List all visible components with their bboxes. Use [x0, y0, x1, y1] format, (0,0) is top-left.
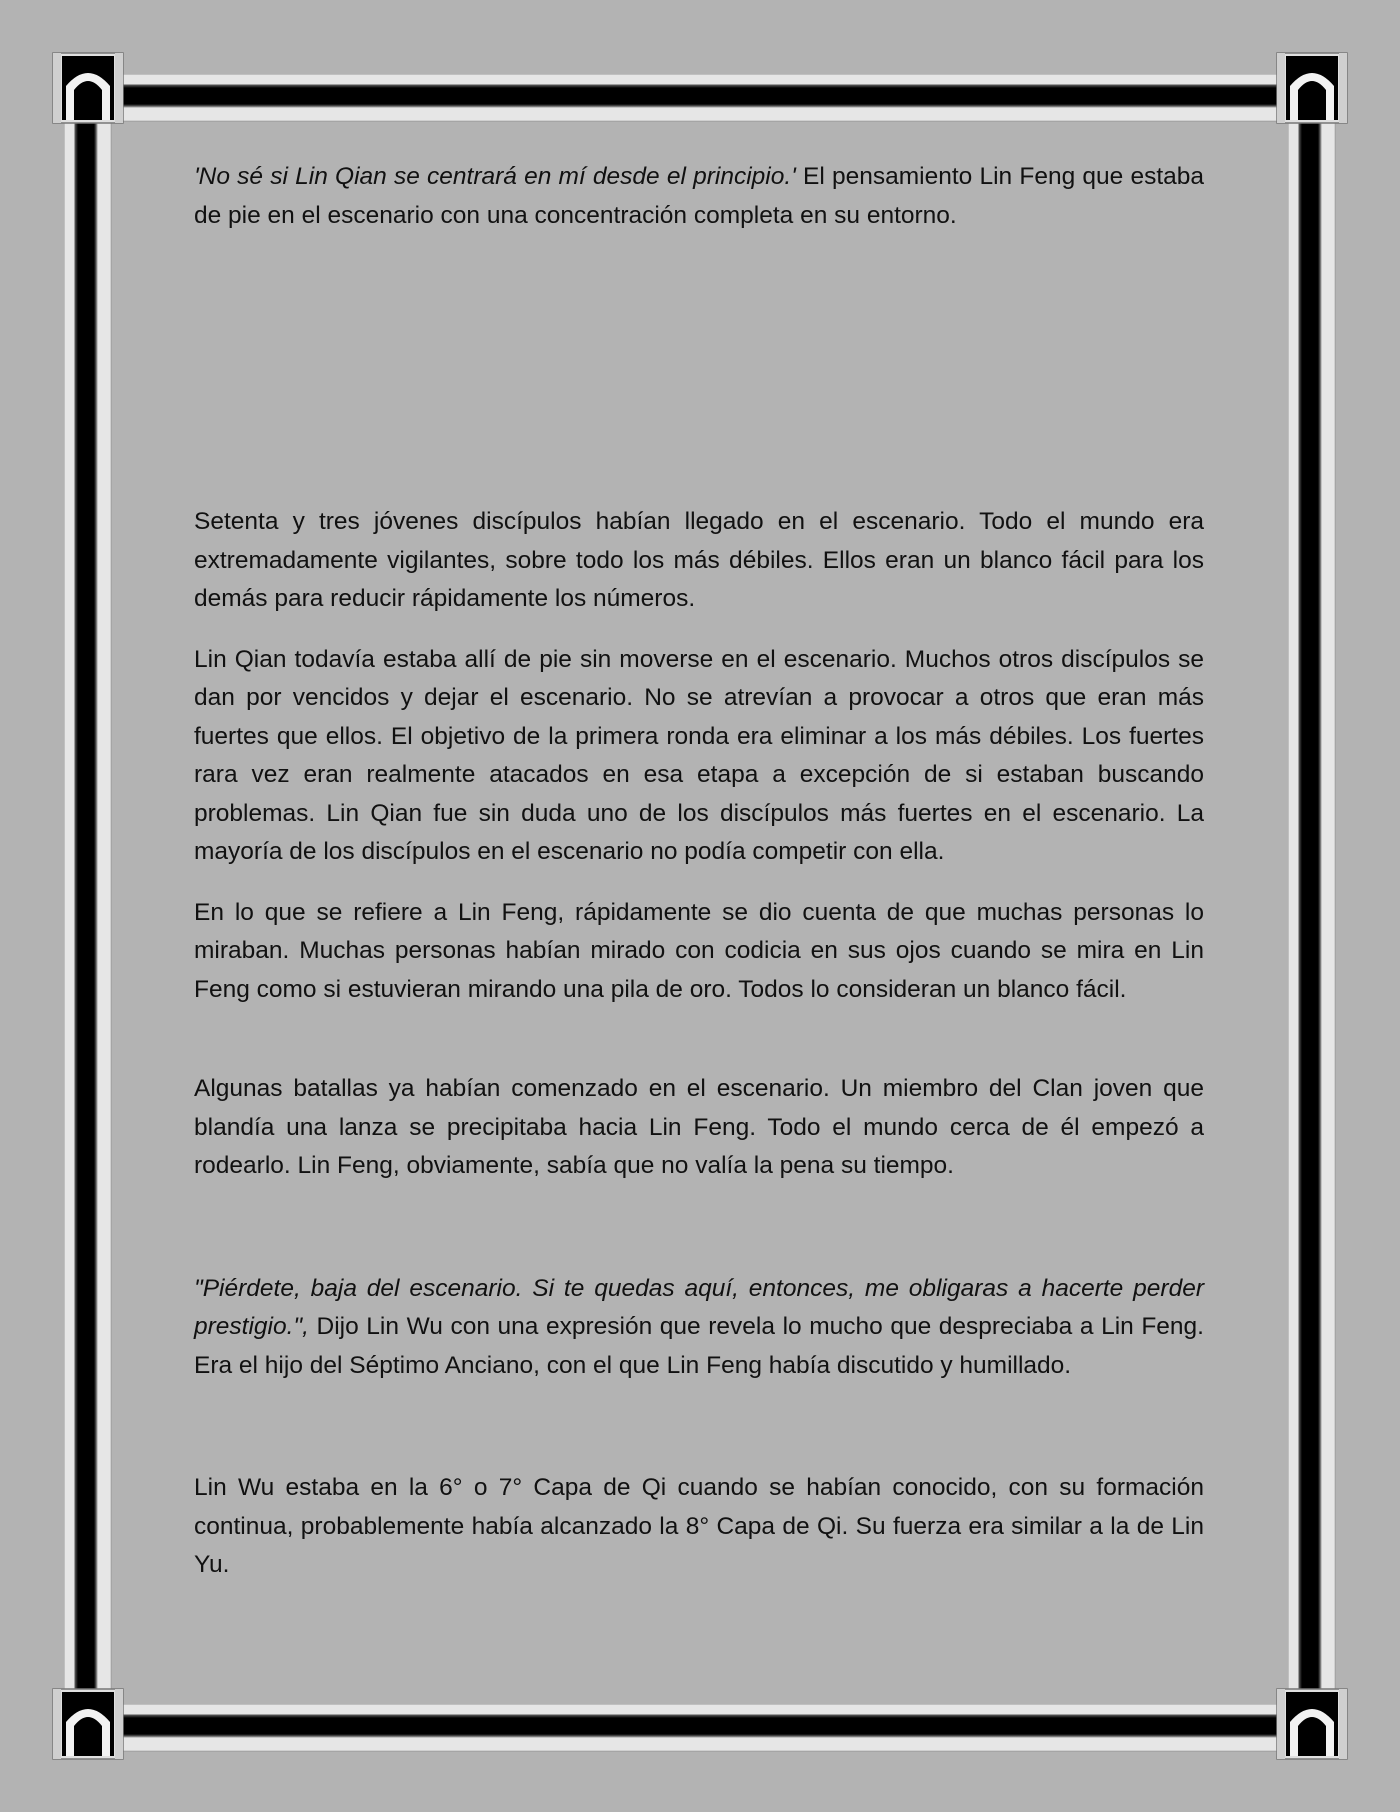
- paragraph-1: [194, 158, 1204, 235]
- paragraph-1-text: El pensamiento Lin Feng que estaba de pie en el escenario con una concentración completa en su entorno.: [194, 163, 1205, 229]
- frame-top-bar: [120, 74, 1280, 122]
- page-content: [194, 158, 1204, 1585]
- frame-left-bar: [64, 118, 112, 1696]
- paragraph-6-text: Dijo Lin Wu con una expresión que revela lo mucho que despreciaba a Lin Feng. Era el hijo del Séptimo Anciano, con el que Lin Feng había discutido y humillado.: [194, 1313, 1204, 1379]
- frame-bottom-bar: [120, 1704, 1280, 1752]
- paragraph-6-dialogue: "Piérdete, baja del escenario. Si te quedas aquí, entonces, me obligaras a hacerte perder prestigio.",: [194, 1274, 1204, 1340]
- frame-right-bar: [1288, 118, 1336, 1696]
- paragraph-2: Setenta y tres jóvenes discípulos habían llegado en el escenario. Todo el mundo era extremadamente vigilantes, sobre todo los más débiles. Ellos eran un blanco fácil para los demás para reducir rápidamente los números.: [194, 508, 1204, 612]
- paragraph-4: En lo que se refiere a Lin Feng, rápidamente se dio cuenta de que muchas personas lo miraban. Muchas personas habían mirado con codicia en sus ojos cuando se mira en Lin Feng como si estuvieran mirando una pila de oro. Todos lo consideran un blanco fácil.: [194, 898, 1204, 1003]
- paragraph-7: Lin Wu estaba en la 6° o 7° Capa de Qi cuando se habían conocido, con su formación continua, probablemente había alcanzado la 8° Capa de Qi. Su fuerza era similar a la de Lin Yu.: [194, 1474, 1204, 1578]
- frame-corner-bottom-right: [1276, 1688, 1348, 1760]
- paragraph-5: Algunas batallas ya habían comenzado en el escenario. Un miembro del Clan joven que blandía una lanza se precipitaba hacia Lin Feng. Todo el mundo cerca de él empezó a rodearlo. Lin Feng, obviamente, sabía que no valía la pena su tiempo.: [194, 1075, 1204, 1179]
- frame-corner-top-left: [52, 52, 124, 124]
- paragraph-1-thought: 'No sé si Lin Qian se centrará en mí desde el principio.': [194, 163, 796, 190]
- paragraph-3: Lin Qian todavía estaba allí de pie sin moverse en el escenario. Muchos otros discípulos se dan por vencidos y dejar el escenario. No se atrevían a provocar a otros que eran más fuertes que ellos. El objetivo de la primera ronda era eliminar a los más débiles. Los fuertes rara vez eran realmente atacados en esa etapa a excepción de si estaban buscando problemas. Lin Qian fue sin duda uno de los discípulos más fuertes en el escenario. La mayoría de los discípulos en el escenario no podía competir con ella.: [194, 645, 1204, 865]
- frame-corner-top-right: [1276, 52, 1348, 124]
- frame-corner-bottom-left: [52, 1688, 124, 1760]
- paragraph-6: [194, 1270, 1204, 1386]
